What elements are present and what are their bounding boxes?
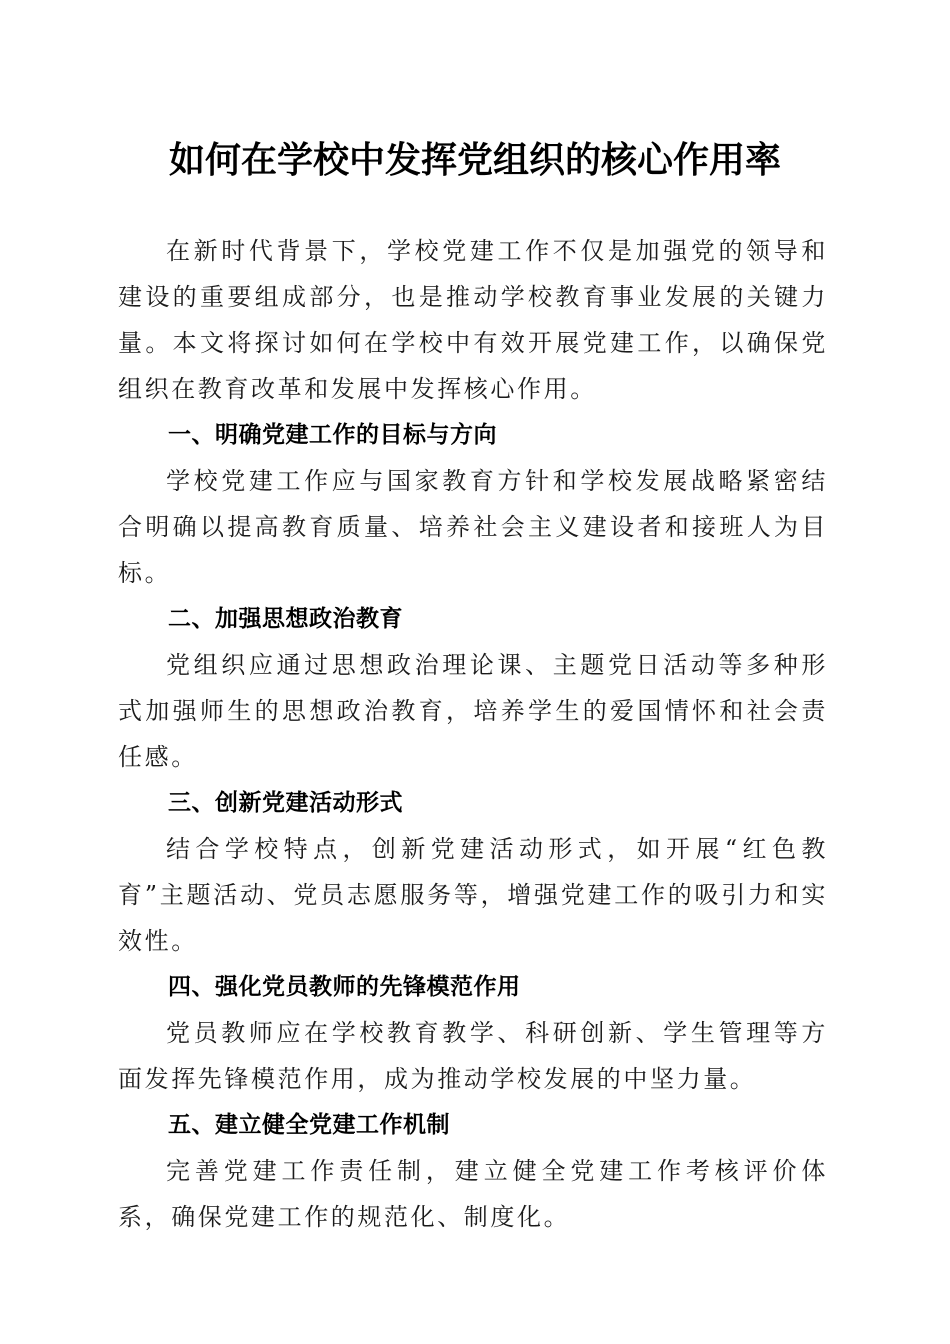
section-paragraph: 党员教师应在学校教育教学、科研创新、学生管理等方面发挥先锋模范作用，成为推动学校发展的中坚力量。 [118,1019,828,1093]
document-body [118,228,828,1240]
section-paragraph: 学校党建工作应与国家教育方针和学校发展战略紧密结合明确以提高教育质量、培养社会主义建设者和接班人为目标。 [118,467,828,587]
section-paragraph: 完善党建工作责任制，建立健全党建工作考核评价体系，确保党建工作的规范化、制度化。 [118,1157,828,1231]
section-4 [118,964,828,1102]
section-paragraph: 结合学校特点，创新党建活动形式，如开展“红色教育”主题活动、党员志愿服务等，增强党建工作的吸引力和实效性。 [118,835,828,955]
document-title: 如何在学校中发挥党组织的核心作用率 [168,139,781,181]
section-2 [118,596,828,780]
section-heading: 五、建立健全党建工作机制 [168,1112,450,1138]
section-1 [118,412,828,596]
section-3 [118,780,828,964]
section-5 [118,1102,828,1240]
section-paragraph: 党组织应通过思想政治理论课、主题党日活动等多种形式加强师生的思想政治教育，培养学生的爱国情怀和社会责任感。 [118,651,828,771]
section-heading: 一、明确党建工作的目标与方向 [168,422,497,448]
section-heading: 四、强化党员教师的先锋模范作用 [168,974,521,1000]
section-heading: 二、加强思想政治教育 [168,606,403,632]
intro-paragraph: 在新时代背景下，学校党建工作不仅是加强党的领导和建设的重要组成部分，也是推动学校教育事业发展的关键力量。本文将探讨如何在学校中有效开展党建工作，以确保党组织在教育改革和发展中发挥核心作用。 [118,237,828,403]
section-heading: 三、创新党建活动形式 [168,790,403,816]
